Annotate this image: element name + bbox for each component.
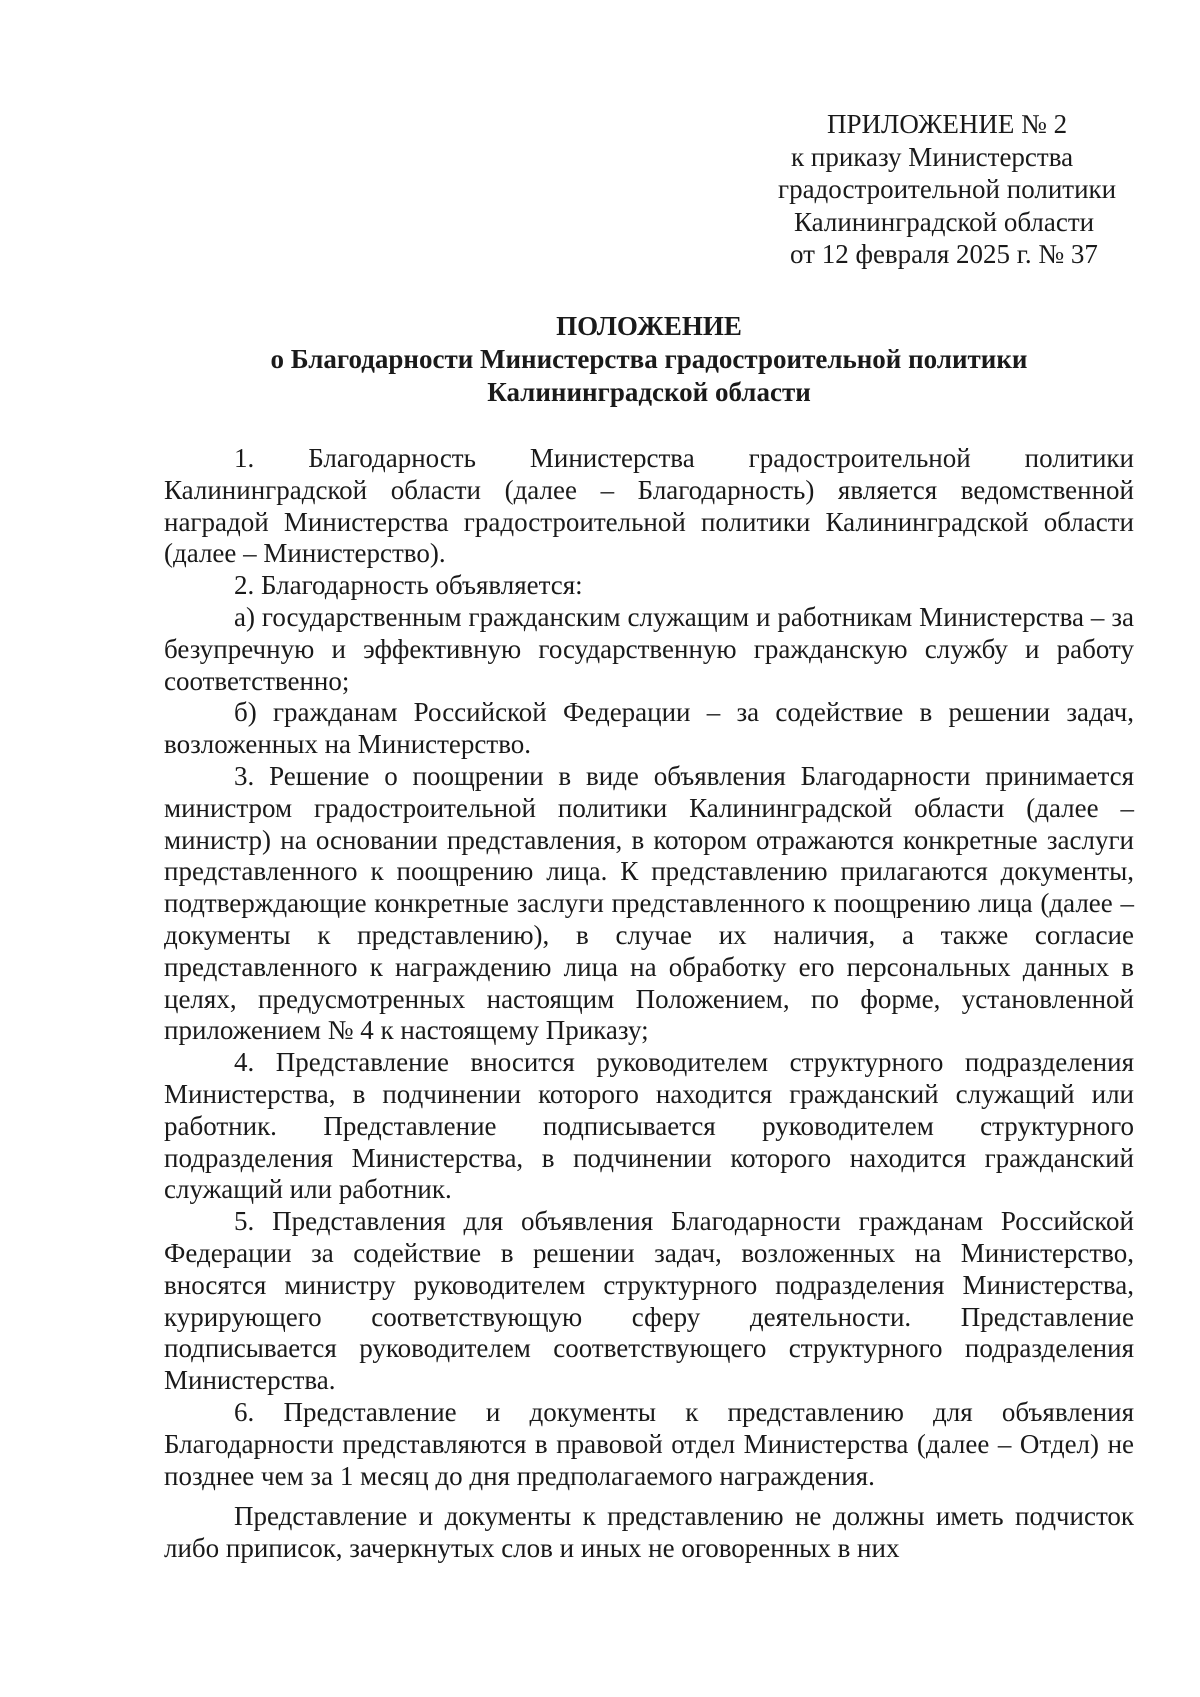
- paragraph-5: 5. Представления для объявления Благодарности гражданам Российской Федерации за содействие в решении задач, возложенных на Министерство, вносятся министру руководителем структурного подразделения Министерства, курирующего соответствующую сферу деятельности. Представление подписывается руководителем соответствующего структурного подразделения Министерства.: [164, 1206, 1134, 1396]
- document-heading: [164, 310, 1134, 409]
- appendix-date-line: от 12 февраля 2025 г. № 37: [790, 239, 1098, 269]
- paragraph-6-cont: Представление и документы к представлению не должны иметь подчисток либо приписок, зачеркнутых слов и иных не оговоренных в них: [164, 1501, 1134, 1564]
- document-body: [164, 443, 1134, 1565]
- paragraph-2b: б) гражданам Российской Федерации – за содействие в решении задач, возложенных на Министерство.: [164, 697, 1134, 760]
- document-title: ПОЛОЖЕНИЕ: [556, 311, 742, 341]
- paragraph-6: 6. Представление и документы к представлению для объявления Благодарности представляются в правовой отдел Министерства (далее – Отдел) не позднее чем за 1 месяц до дня предполагаемого награждения.: [164, 1396, 1134, 1491]
- paragraph-4: 4. Представление вносится руководителем структурного подразделения Министерства, в подчинении которого находится гражданский служащий или работник. Представление подписывается руководителем структурного подразделения Министерства, в подчинении которого находится гражданский служащий или работник.: [164, 1047, 1134, 1205]
- document-subtitle: о Благодарности Министерства градостроительной политики: [270, 344, 1028, 374]
- document-subtitle: Калининградской области: [487, 377, 811, 407]
- appendix-line: градостроительной политики: [778, 174, 1117, 204]
- paragraph-3: 3. Решение о поощрении в виде объявления Благодарности принимается министром градостроительной политики Калининградской области (далее – министр) на основании представления, в котором отражаются конкретные заслуги представленного к поощрению лица. К представлению прилагаются документы, подтверждающие конкретные заслуги представленного к поощрению лица (далее – документы к представлению), в случае их наличия, а также согласие представленного к награждению лица на обработку его персональных данных в целях, предусмотренных настоящим Положением, по форме, установленной приложением № 4 к настоящему Приказу;: [164, 760, 1134, 1046]
- appendix-title: ПРИЛОЖЕНИЕ № 2: [827, 109, 1068, 139]
- paragraph-2a: а) государственным гражданским служащим и работникам Министерства – за безупречную и эффективную государственную гражданскую службу и работу соответственно;: [164, 601, 1134, 696]
- paragraph-1: 1. Благодарность Министерства градостроительной политики Калининградской области (далее – Благодарность) является ведомственной наградой Министерства градостроительной политики Калининградской области (далее – Министерство).: [164, 443, 1134, 569]
- appendix-block: [770, 108, 1150, 271]
- paragraph-2: 2. Благодарность объявляется:: [234, 570, 583, 601]
- appendix-line: к приказу Министерства: [791, 141, 1074, 172]
- appendix-line: Калининградской области: [794, 206, 1095, 237]
